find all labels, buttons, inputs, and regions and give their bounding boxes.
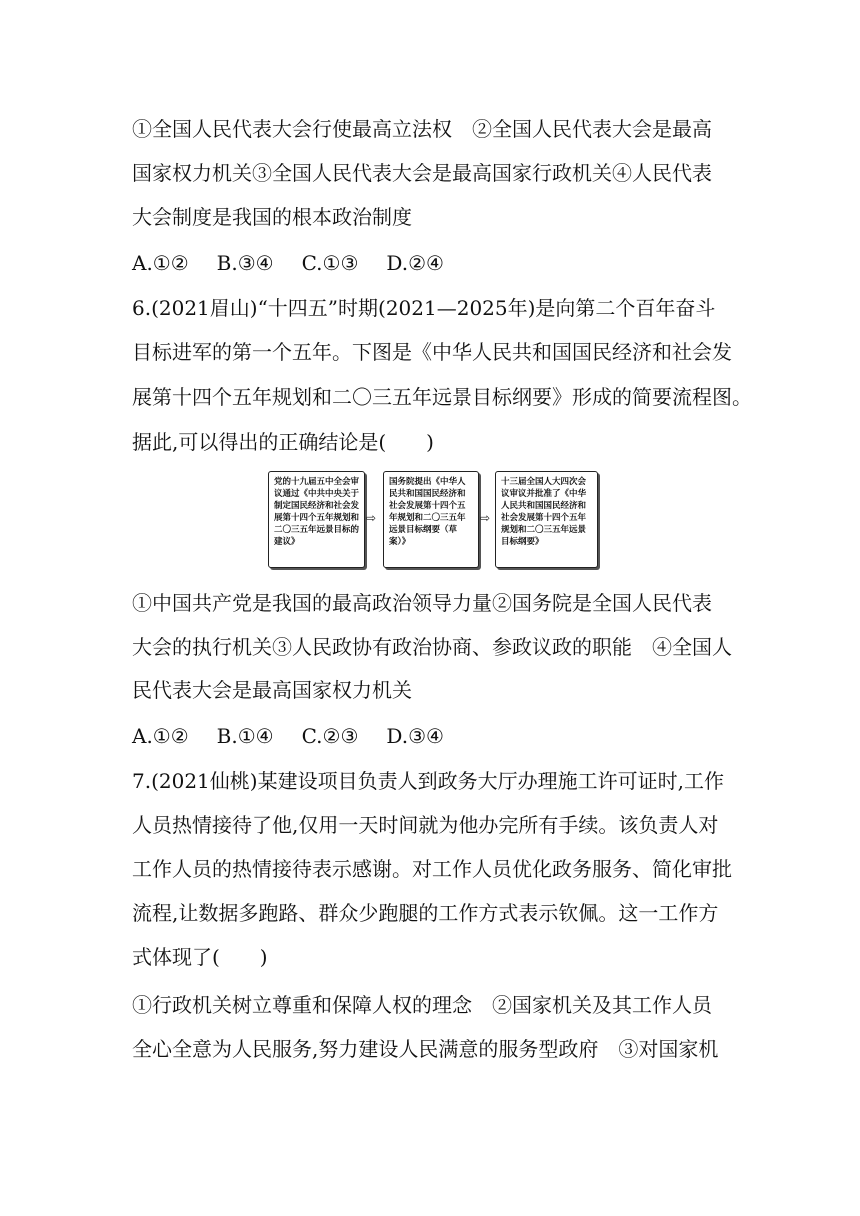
q6-options bbox=[132, 722, 472, 750]
q6-statement-line: ①中国共产党是我国的最高政治领导力量②国务院是全国人民代表 bbox=[132, 591, 712, 615]
q6-option-d[interactable]: D.③④ bbox=[386, 724, 444, 748]
q6-statement-line: 民代表大会是最高国家权力机关 bbox=[132, 678, 412, 702]
q6-stem-line: 展第十四个五年规划和二〇三五年远景目标纲要》形成的简要流程图。 bbox=[132, 385, 752, 409]
q7-stem-line: 式体现了( ) bbox=[132, 945, 268, 969]
q5-option-b[interactable]: B.③④ bbox=[216, 251, 274, 275]
q7-stem-line: 流程,让数据多跑路、群众少跑腿的工作方式表示钦佩。这一工作方 bbox=[132, 901, 719, 925]
q5-option-d[interactable]: D.②④ bbox=[386, 251, 444, 275]
q6-flowchart bbox=[268, 471, 600, 570]
q6-option-a[interactable]: A.①② bbox=[132, 724, 189, 748]
q6-statement-line: 大会的执行机关③人民政协有政治协商、参政议政的职能 ④全国人 bbox=[132, 635, 732, 659]
q6-stem-line: 6.(2021眉山)“十四五”时期(2021—2025年)是向第二个百年奋斗 bbox=[132, 296, 716, 320]
q7-statement-line: 全心全意为人民服务,努力建设人民满意的服务型政府 ③对国家机 bbox=[132, 1037, 719, 1061]
q5-option-c[interactable]: C.①③ bbox=[301, 251, 359, 275]
q5-statement-line: 大会制度是我国的根本政治制度 bbox=[132, 205, 412, 229]
q6-stem-line: 据此,可以得出的正确结论是( ) bbox=[132, 430, 434, 454]
q6-option-b[interactable]: B.①④ bbox=[216, 724, 274, 748]
q7-stem-line: 人员热情接待了他,仅用一天时间就为他办完所有手续。该负责人对 bbox=[132, 813, 719, 837]
q5-statement-line: 国家权力机关③全国人民代表大会是最高国家行政机关④人民代表 bbox=[132, 161, 712, 185]
q5-options bbox=[132, 249, 472, 277]
q7-stem-line: 7.(2021仙桃)某建设项目负责人到政务大厅办理施工许可证时,工作 bbox=[132, 769, 724, 793]
q7-stem-line: 工作人员的热情接待表示感谢。对工作人员优化政务服务、简化审批 bbox=[132, 857, 732, 881]
flowchart-box-npc-approval: 十三届全国人大四次会议审议并批准了《中华人民共和国国民经济和社会发展第十四个五年规划和二〇三五年远景目标纲要》 bbox=[495, 471, 598, 568]
q5-statement-line: ①全国人民代表大会行使最高立法权 ②全国人民代表大会是最高 bbox=[132, 117, 712, 141]
flowchart-box-party-proposal: 党的十九届五中全会审议通过《中共中央关于制定国民经济和社会发展第十四个五年规划和二〇三五年远景目标的建议》 bbox=[268, 471, 365, 568]
q5-option-a[interactable]: A.①② bbox=[132, 251, 189, 275]
q7-statement-line: ①行政机关树立尊重和保障人权的理念 ②国家机关及其工作人员 bbox=[132, 993, 712, 1017]
flowchart-arrow-icon: ⇨ bbox=[366, 511, 377, 525]
q6-stem-line: 目标进军的第一个五年。下图是《中华人民共和国国民经济和社会发 bbox=[132, 340, 732, 364]
flowchart-arrow-icon: ⇨ bbox=[480, 511, 491, 525]
q6-option-c[interactable]: C.②③ bbox=[301, 724, 359, 748]
flowchart-box-state-council-draft: 国务院提出《中华人民共和国国民经济和社会发展第十四个五年规划和二〇三五年远景目标纲要（草案）》 bbox=[383, 471, 479, 568]
